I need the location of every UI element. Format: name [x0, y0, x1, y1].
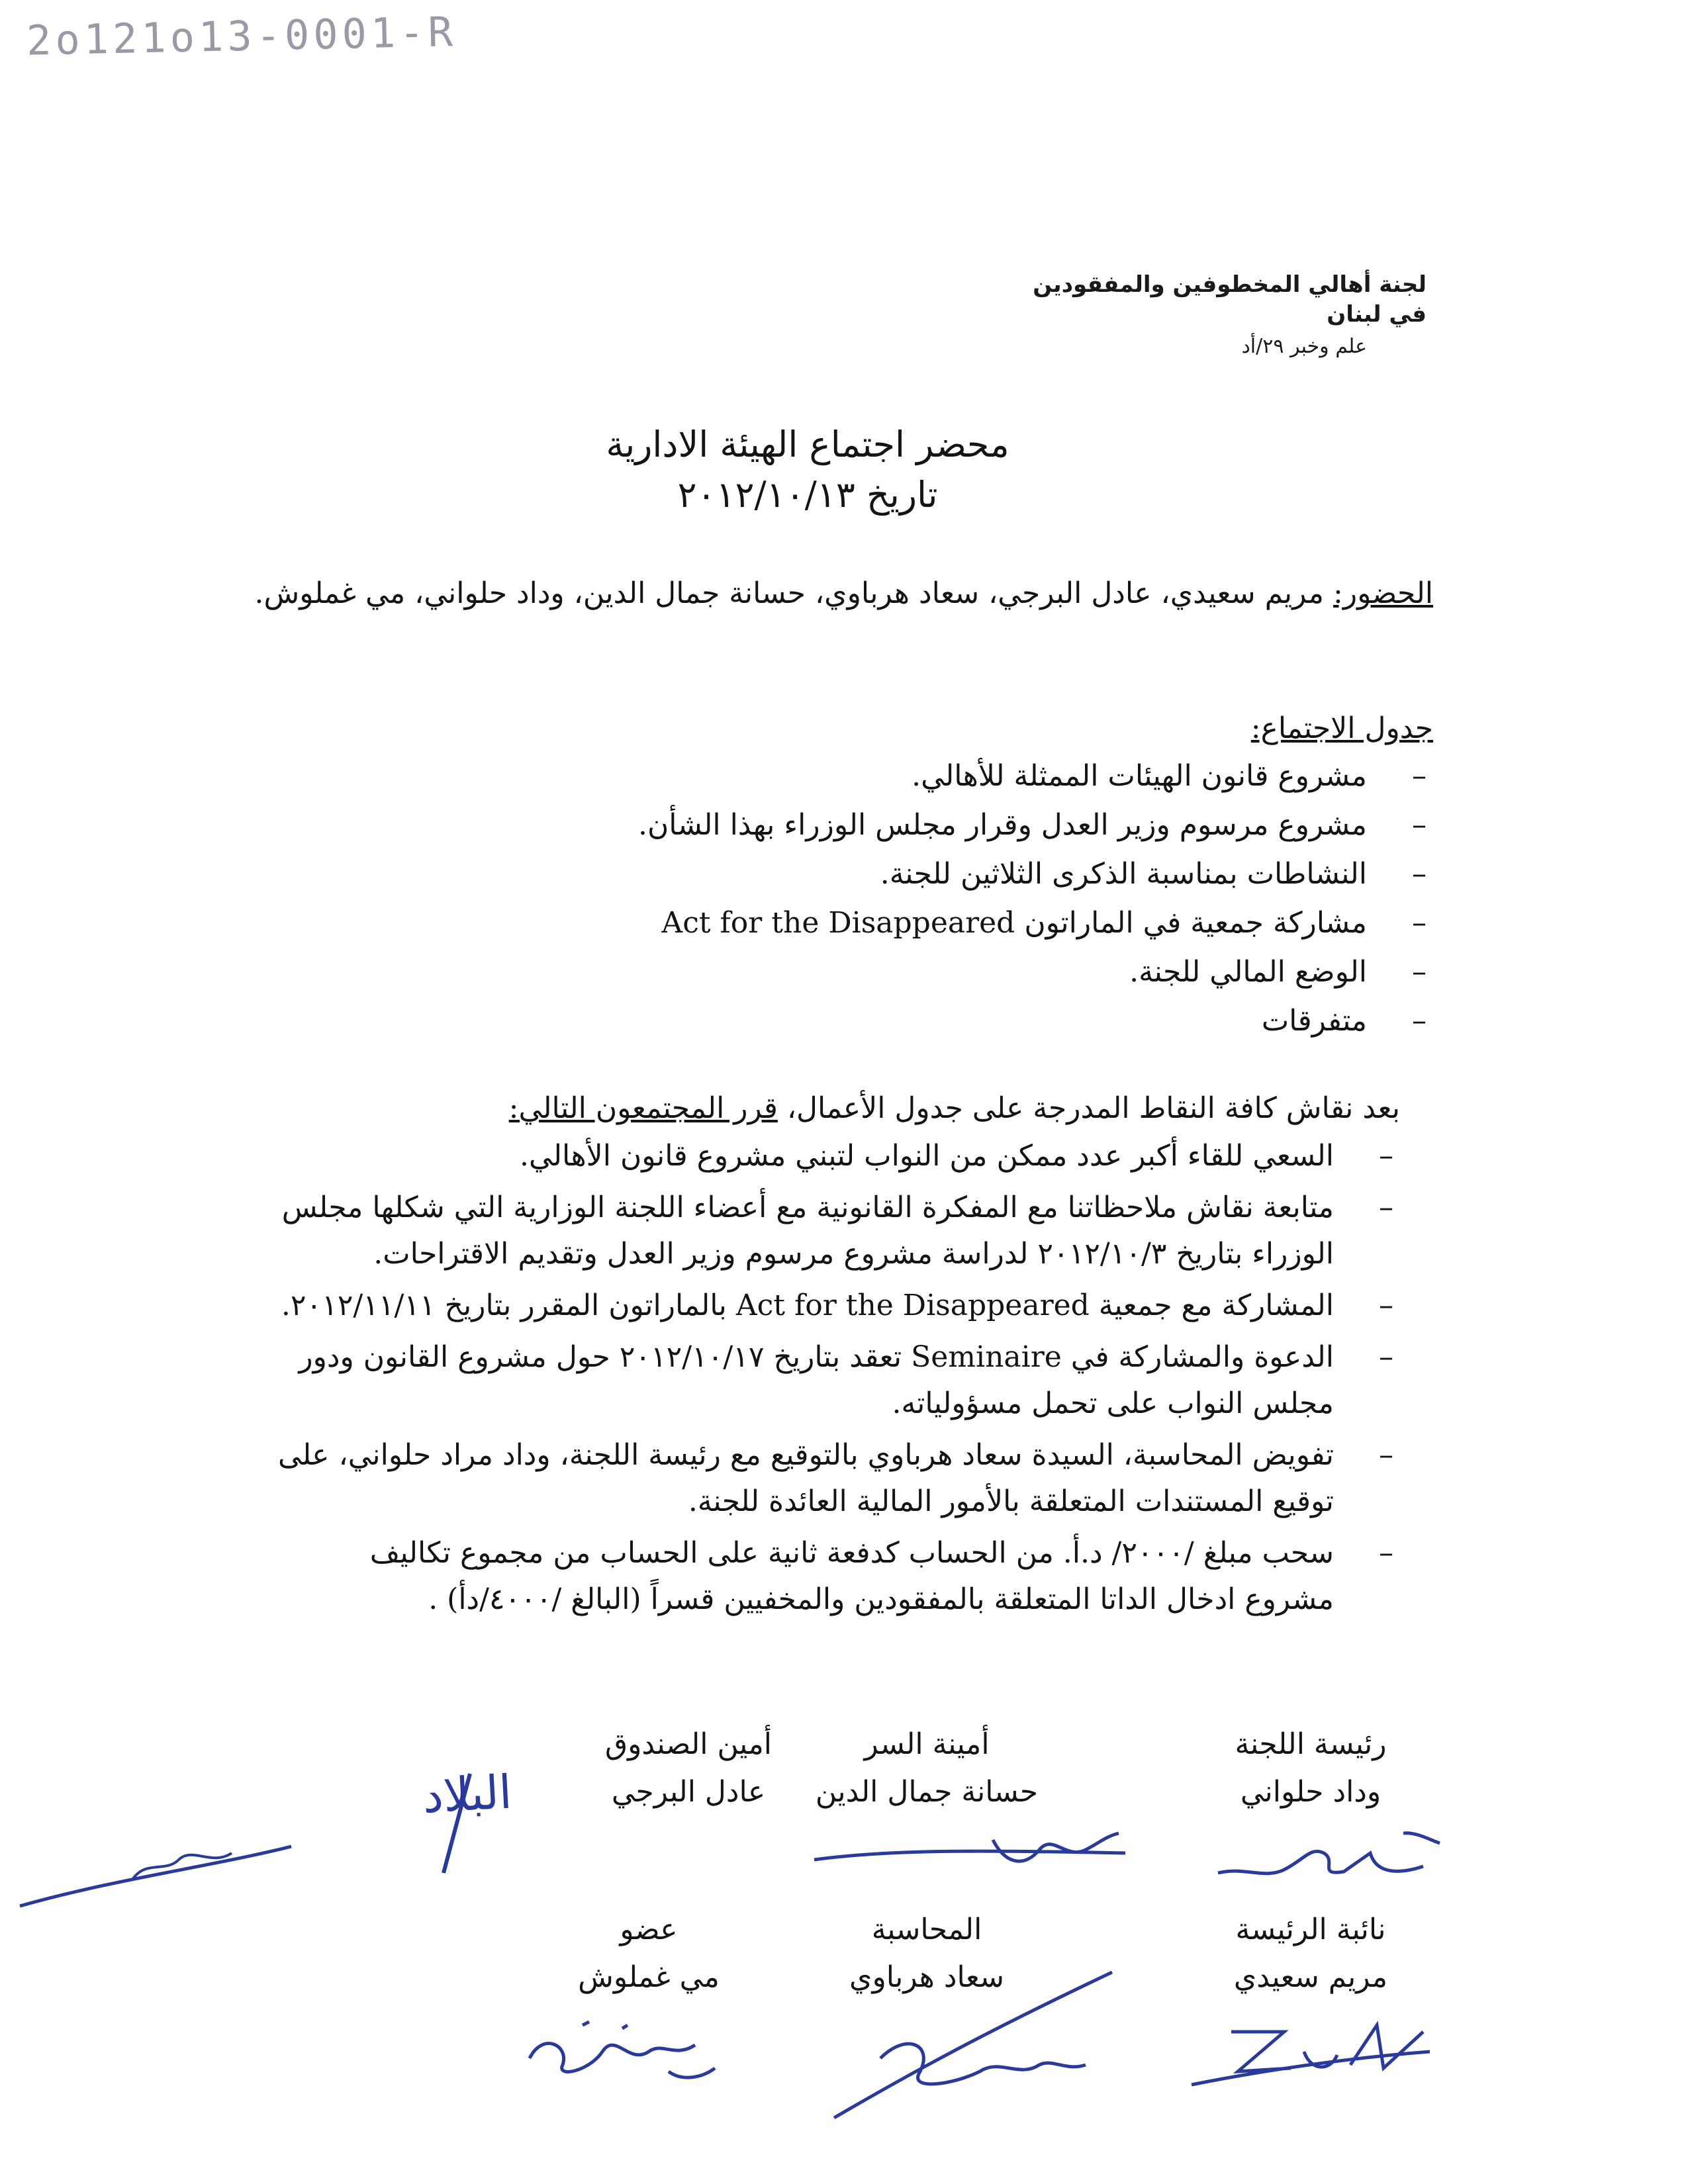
decisions-intro-text: بعد نقاش كافة النقاط المدرجة على جدول الأعمال،	[786, 1091, 1400, 1125]
decision-item: – المشاركة مع جمعية Act for the Disappeared بالماراتون المقرر بتاريخ ٢٠١٢/١١/١١.	[275, 1283, 1400, 1329]
signature-scribble-member	[516, 2005, 735, 2091]
decisions-list	[275, 1133, 1400, 1628]
signature-title-treasurer: أمين الصندوق	[604, 1727, 773, 1761]
signature-name-president: وداد حلواني	[1240, 1775, 1382, 1809]
signature-scribble-secretary	[808, 1813, 1139, 1886]
signature-name-accountant: سعاد هرباوي	[849, 1960, 1004, 1994]
signature-title-secretary: أمينة السر	[864, 1727, 990, 1761]
document-date: تاريخ ٢٠١٢/١٠/١٣	[677, 474, 938, 516]
decision-item: – الدعوة والمشاركة في Seminaire تعقد بتاريخ ٢٠١٢/١٠/١٧ حول مشروع القانون ودور مجلس النواب على تحمل مسؤولياته.	[275, 1334, 1400, 1427]
signature-scribble-vice-president	[1178, 2005, 1443, 2098]
attendance-paragraph	[242, 570, 1433, 617]
agenda-item: – النشاطات بمناسبة الذكرى الثلاثين للجنة.	[242, 851, 1433, 897]
signature-title-president: رئيسة اللجنة	[1235, 1727, 1387, 1761]
signature-name-treasurer: عادل البرجي	[611, 1775, 766, 1809]
agenda-item: – مشروع قانون الهيئات الممثلة للأهالي.	[242, 753, 1433, 799]
document-title: محضر اجتماع الهيئة الادارية	[606, 424, 1009, 465]
decisions-intro	[275, 1085, 1400, 1132]
organization-location: في لبنان	[1327, 301, 1427, 328]
agenda-item: – مشروع مرسوم وزير العدل وقرار مجلس الوزراء بهذا الشأن.	[242, 802, 1433, 848]
agenda-item: – مشاركة جمعية في الماراتون Act for the Disappeared	[242, 900, 1433, 946]
signature-title-member: عضو	[620, 1913, 678, 1946]
decision-item: – السعي للقاء أكبر عدد ممكن من النواب لتبني مشروع قانون الأهالي.	[275, 1133, 1400, 1179]
signature-scribble-president	[1205, 1813, 1450, 1893]
signature-name-secretary: حسانة جمال الدين	[815, 1775, 1039, 1809]
signature-title-vice-president: نائبة الرئيسة	[1235, 1913, 1386, 1946]
decisions-intro-emphasis: قرر المجتمعون التالي:	[508, 1091, 778, 1125]
attendance-names: مريم سعيدي، عادل البرجي، سعاد هرباوي، حسانة جمال الدين، وداد حلواني، مي غملوش.	[254, 576, 1324, 610]
organization-name: لجنة أهالي المخطوفين والمفقودين	[1033, 271, 1427, 298]
handwritten-absence-note	[13, 1747, 523, 1919]
agenda-item: – متفرقات	[242, 998, 1433, 1044]
signature-name-member: مي غملوش	[578, 1960, 720, 1994]
signature-scribble-accountant	[821, 1959, 1139, 2131]
decision-item: – تفويض المحاسبة، السيدة سعاد هرباوي بالتوقيع مع رئيسة اللجنة، وداد مراد حلواني، على توقيع المستندات المتعلقة بالأمور المالية العائدة للجنة.	[275, 1432, 1400, 1525]
document-id-mark: 2o121o13-0001-R	[26, 7, 457, 65]
registration-reference: علم وخبر ٢٩/أد	[1241, 335, 1367, 358]
handwritten-note-text: البلاد	[421, 1764, 514, 1824]
signature-name-vice-president: مريم سعيدي	[1233, 1960, 1388, 1994]
agenda-list	[242, 753, 1433, 1047]
agenda-item: – الوضع المالي للجنة.	[242, 949, 1433, 995]
decision-item: – متابعة نقاش ملاحظاتنا مع المفكرة القانونية مع أعضاء اللجنة الوزارية التي شكلها مجلس الوزراء بتاريخ ٢٠١٢/١٠/٣ لدراسة مشروع مرسوم وزير العدل وتقديم الاقتراحات.	[275, 1185, 1400, 1277]
attendance-label: الحضور:	[1333, 576, 1433, 610]
decision-item: – سحب مبلغ /٢٠٠٠/ د.أ. من الحساب كدفعة ثانية على الحساب من مجموع تكاليف مشروع ادخال الداتا المتعلقة بالمفقودين والمخفيين قسراً (البالغ /٤٠٠٠/دأ) .	[275, 1530, 1400, 1623]
signature-title-accountant: المحاسبة	[871, 1913, 982, 1946]
agenda-heading: جدول الاجتماع:	[1250, 711, 1433, 745]
